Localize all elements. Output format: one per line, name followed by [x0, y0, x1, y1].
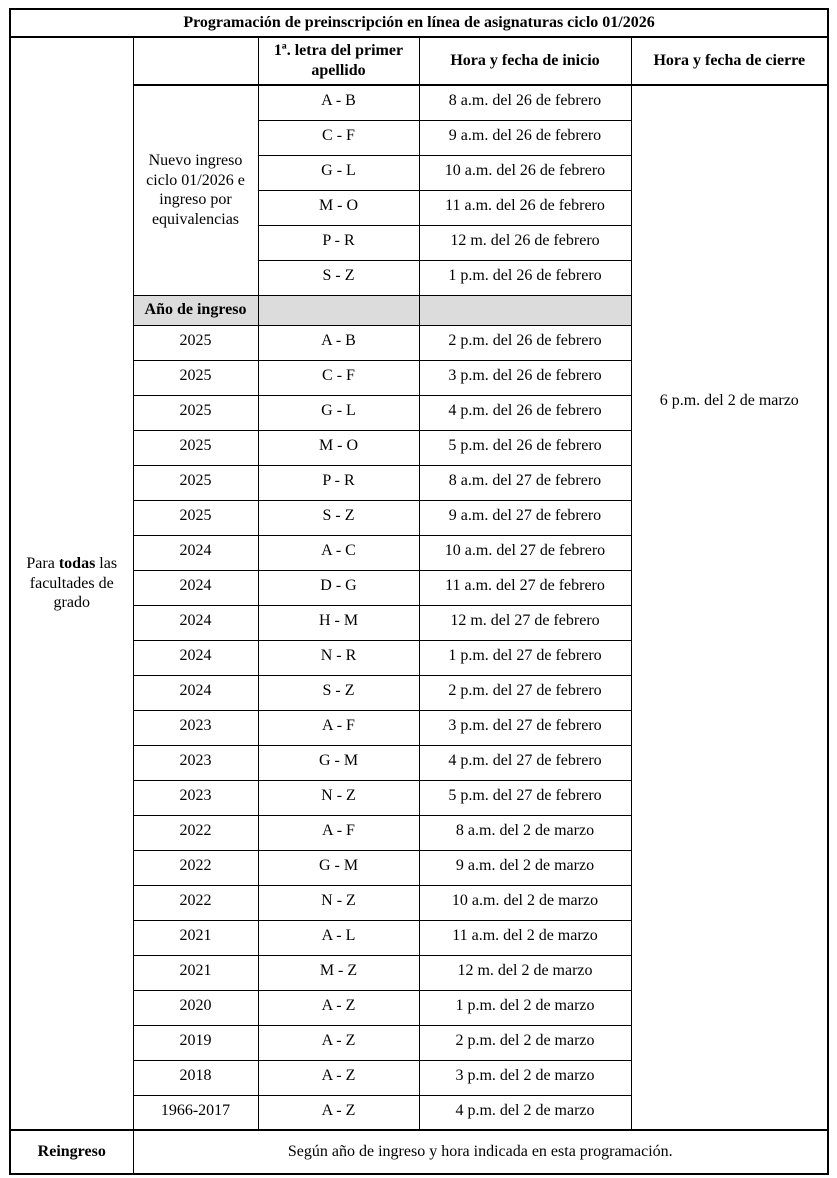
start-cell: 11 a.m. del 26 de febrero	[419, 190, 631, 225]
year-cell: 2021	[133, 955, 258, 990]
year-cell: 1966-2017	[133, 1095, 258, 1130]
letters-cell: A - Z	[258, 1060, 419, 1095]
letters-cell: M - O	[258, 190, 419, 225]
start-cell: 9 a.m. del 27 de febrero	[419, 500, 631, 535]
year-header-cell: Año de ingreso	[133, 295, 258, 325]
year-cell: 2022	[133, 850, 258, 885]
letters-cell: A - B	[258, 325, 419, 360]
letters-cell: G - M	[258, 850, 419, 885]
start-cell: 2 p.m. del 27 de febrero	[419, 675, 631, 710]
year-cell: 2020	[133, 990, 258, 1025]
start-cell: 3 p.m. del 26 de febrero	[419, 360, 631, 395]
header-first-letter: 1ª. letra del primer apellido	[258, 37, 419, 85]
year-cell: 2022	[133, 885, 258, 920]
header-close-datetime: Hora y fecha de cierre	[631, 37, 828, 85]
year-cell: 2018	[133, 1060, 258, 1095]
letters-cell: A - Z	[258, 1025, 419, 1060]
letters-cell: N - Z	[258, 885, 419, 920]
header-start-datetime: Hora y fecha de inicio	[419, 37, 631, 85]
letters-cell: G - L	[258, 155, 419, 190]
reingreso-note: Según año de ingreso y hora indicada en esta programación.	[133, 1130, 828, 1174]
start-cell: 10 a.m. del 2 de marzo	[419, 885, 631, 920]
year-cell: 2025	[133, 325, 258, 360]
year-cell: 2023	[133, 710, 258, 745]
year-cell: 2019	[133, 1025, 258, 1060]
letters-cell: A - F	[258, 710, 419, 745]
table-row	[10, 85, 828, 120]
letters-cell: M - Z	[258, 955, 419, 990]
year-cell: 2024	[133, 605, 258, 640]
start-cell: 12 m. del 26 de febrero	[419, 225, 631, 260]
preinscription-schedule-table	[9, 8, 829, 1175]
start-cell: 4 p.m. del 27 de febrero	[419, 745, 631, 780]
start-cell: 9 a.m. del 26 de febrero	[419, 120, 631, 155]
start-cell: 3 p.m. del 27 de febrero	[419, 710, 631, 745]
scope-text-prefix: Para	[26, 555, 59, 573]
start-cell: 4 p.m. del 2 de marzo	[419, 1095, 631, 1130]
footer-row	[10, 1130, 828, 1174]
letters-cell: A - L	[258, 920, 419, 955]
scope-text-bold: todas	[58, 555, 96, 573]
start-cell: 9 a.m. del 2 de marzo	[419, 850, 631, 885]
letters-cell: N - R	[258, 640, 419, 675]
letters-cell: A - F	[258, 815, 419, 850]
year-cell: 2024	[133, 640, 258, 675]
scope-cell	[10, 37, 133, 1130]
letters-cell: P - R	[258, 465, 419, 500]
year-cell: 2025	[133, 430, 258, 465]
year-cell: 2023	[133, 745, 258, 780]
letters-cell: G - L	[258, 395, 419, 430]
year-cell: 2025	[133, 465, 258, 500]
start-cell: 2 p.m. del 26 de febrero	[419, 325, 631, 360]
start-cell: 2 p.m. del 2 de marzo	[419, 1025, 631, 1060]
letters-cell: S - Z	[258, 500, 419, 535]
letters-cell: S - Z	[258, 675, 419, 710]
scope-text-suffix: las facultades de grado	[29, 555, 118, 612]
reingreso-label: Reingreso	[10, 1130, 133, 1174]
letters-cell: H - M	[258, 605, 419, 640]
start-cell: 10 a.m. del 26 de febrero	[419, 155, 631, 190]
letters-cell: N - Z	[258, 780, 419, 815]
letters-cell: A - Z	[258, 1095, 419, 1130]
start-cell: 8 a.m. del 2 de marzo	[419, 815, 631, 850]
year-header-empty-cell	[419, 295, 631, 325]
letters-cell: M - O	[258, 430, 419, 465]
year-cell: 2024	[133, 675, 258, 710]
header-row	[10, 37, 828, 85]
letters-cell: A - C	[258, 535, 419, 570]
year-cell: 2024	[133, 570, 258, 605]
year-cell: 2025	[133, 500, 258, 535]
letters-cell: C - F	[258, 360, 419, 395]
letters-cell: S - Z	[258, 260, 419, 295]
start-cell: 8 a.m. del 27 de febrero	[419, 465, 631, 500]
nuevo-ingreso-group-label: Nuevo ingreso ciclo 01/2026 e ingreso por equivalencias	[133, 85, 258, 295]
year-cell: 2024	[133, 535, 258, 570]
letters-cell: D - G	[258, 570, 419, 605]
header-empty-cell	[133, 37, 258, 85]
year-cell: 2025	[133, 360, 258, 395]
start-cell: 5 p.m. del 26 de febrero	[419, 430, 631, 465]
close-time-cell: 6 p.m. del 2 de marzo	[631, 85, 828, 1130]
letters-cell: A - Z	[258, 990, 419, 1025]
start-cell: 10 a.m. del 27 de febrero	[419, 535, 631, 570]
start-cell: 4 p.m. del 26 de febrero	[419, 395, 631, 430]
start-cell: 8 a.m. del 26 de febrero	[419, 85, 631, 120]
table-title: Programación de preinscripción en línea de asignaturas ciclo 01/2026	[10, 9, 828, 37]
letters-cell: A - B	[258, 85, 419, 120]
year-cell: 2022	[133, 815, 258, 850]
letters-cell: G - M	[258, 745, 419, 780]
start-cell: 1 p.m. del 27 de febrero	[419, 640, 631, 675]
letters-cell: P - R	[258, 225, 419, 260]
start-cell: 12 m. del 2 de marzo	[419, 955, 631, 990]
year-cell: 2025	[133, 395, 258, 430]
start-cell: 3 p.m. del 2 de marzo	[419, 1060, 631, 1095]
start-cell: 12 m. del 27 de febrero	[419, 605, 631, 640]
start-cell: 5 p.m. del 27 de febrero	[419, 780, 631, 815]
year-cell: 2023	[133, 780, 258, 815]
letters-cell: C - F	[258, 120, 419, 155]
year-header-empty-cell	[258, 295, 419, 325]
year-cell: 2021	[133, 920, 258, 955]
start-cell: 1 p.m. del 2 de marzo	[419, 990, 631, 1025]
title-row	[10, 9, 828, 37]
start-cell: 11 a.m. del 2 de marzo	[419, 920, 631, 955]
start-cell: 11 a.m. del 27 de febrero	[419, 570, 631, 605]
start-cell: 1 p.m. del 26 de febrero	[419, 260, 631, 295]
